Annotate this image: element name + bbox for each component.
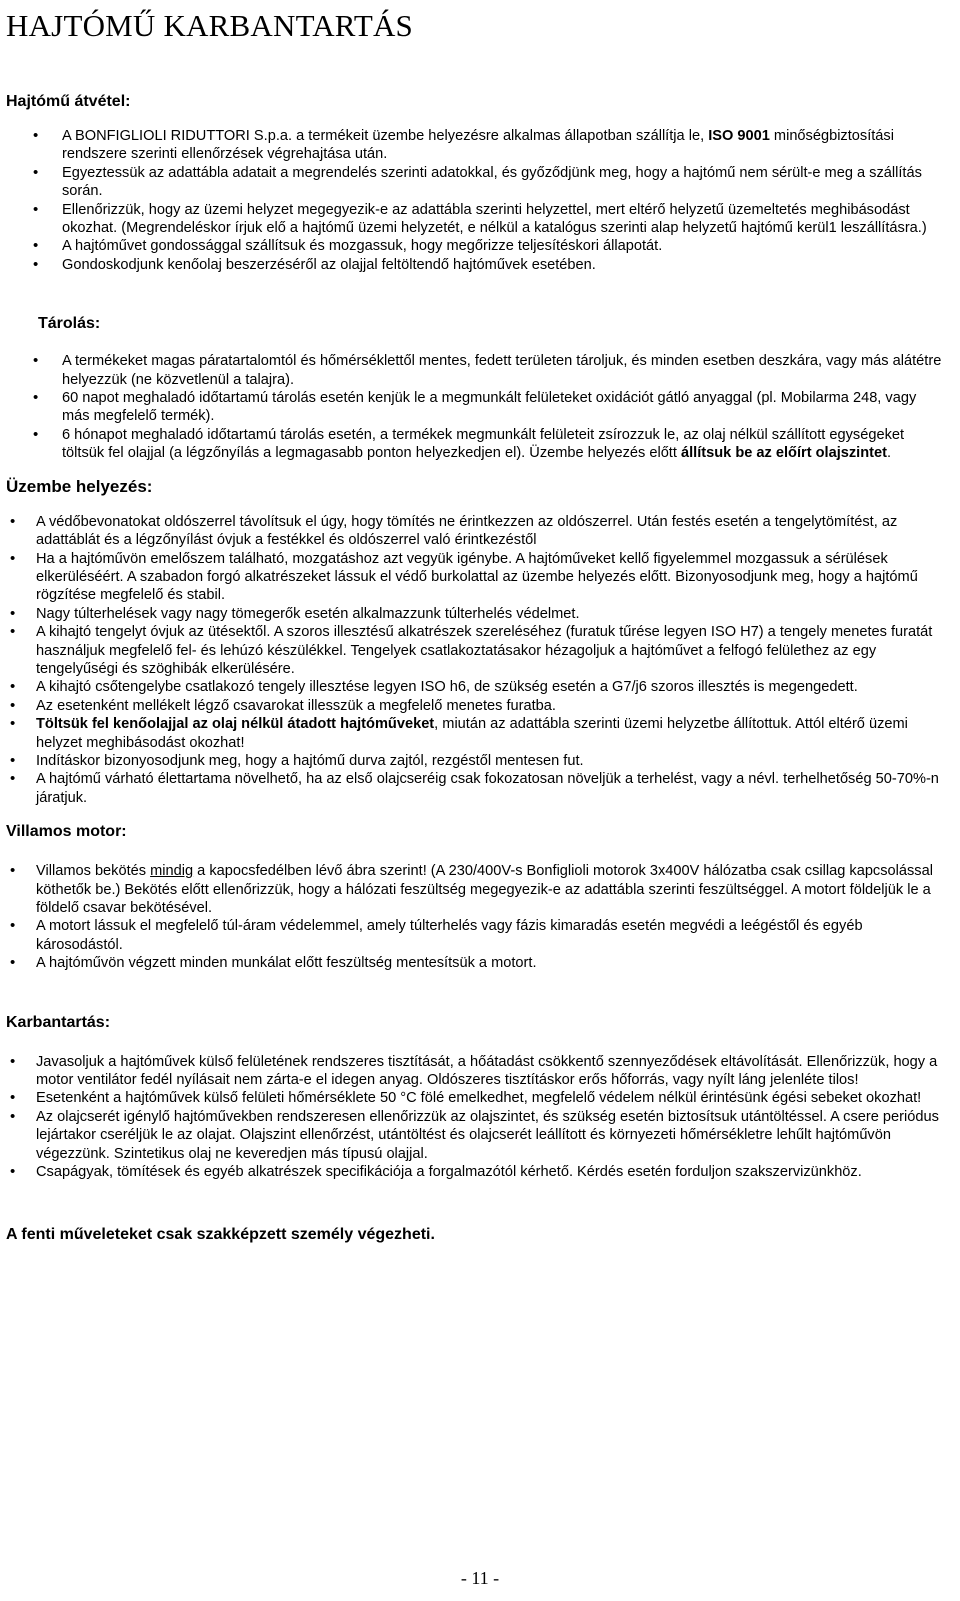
list-item: • Egyeztessük az adattábla adatait a megrendelés szerinti adatokkal, és győződjünk meg, hogy a hajtómű nem sérült-e meg a szállítás során. <box>6 164 944 201</box>
closing-note: A fenti műveleteket csak szakképzett személy végezheti. <box>6 1226 435 1244</box>
list-item: • 6 hónapot meghaladó időtartamú tárolás esetén, a termékek megmunkált felületeit zsírozzuk le, az olaj nélkül szállított egységeket töltsük fel olajjal (a légzőnyílás a legmagasabb ponton helyezkedjen el). Üzembe helyezés előtt állítsuk be az előírt olajszintet. <box>6 426 944 463</box>
list-item: • Esetenként a hajtóművek külső felületi hőmérséklete 50 °C fölé emelkedhet, megfelelő védelem nélkül érintésünk égési sebeket okozhat! <box>6 1089 944 1107</box>
list-item: • A kihajtó tengelyt óvjuk az ütésektől. A szoros illesztésű alkatrészek szereléséhez (furatuk tűrése legyen ISO H7) a tengely menetes furatát használjuk megfelelő fel- és lehúzó készülékkel. Tengelyek csatlakoztatásakor hézagoljuk a hajtóművet a felfogó felülethez az egy tengelyűségi és szöghibák elkerülésére. <box>6 623 944 678</box>
list-item: • Az esetenként mellékelt légző csavarokat illesszük a megfelelő menetes furatba. <box>6 697 944 715</box>
list-item: • A kihajtó csőtengelybe csatlakozó tengely illesztése legyen ISO h6, de szükség esetén a G7/j6 szoros illesztés is megengedett. <box>6 678 944 696</box>
list-item: • Töltsük fel kenőolajjal az olaj nélkül átadott hajtóműveket, miután az adattábla szerinti üzemi helyzetbe állítottuk. Attól eltérő üzemi helyzet meghibásodást okozhat! <box>6 715 944 752</box>
section-heading-storage: Tárolás: <box>38 315 101 333</box>
list-item: • Indításkor bizonyosodjunk meg, hogy a hajtómű durva zajtól, rezgéstől mentesen fut. <box>6 752 944 770</box>
section-heading-installation: Üzembe helyezés: <box>6 476 153 496</box>
list-item: • Az olajcserét igénylő hajtóművekben rendszeresen ellenőrizzük az olajszintet, és szükség esetén biztosítsuk utántöltéssel. A csere periódus lejártakor cseréljük le az olajat. Olajszint ellenőrzést, utántöltést és olajcserét leállított és környezeti hőmérsékletre lehűlt hajtóművön végezzünk. Szintetikus olaj ne keveredjen más típusú olajjal. <box>6 1108 944 1163</box>
electric-motor-list <box>6 862 944 972</box>
list-item: • A hajtóművet gondossággal szállítsuk és mozgassuk, hogy megőrizze teljesítéskori állapotát. <box>6 237 944 255</box>
list-item: • A hajtómű várható élettartama növelhető, ha az első olajcseréig csak fokozatosan növeljük a terhelést, vagy a névl. terhelhetőség 50-70%-n járatjuk. <box>6 770 944 807</box>
list-item: • Ha a hajtóművön emelőszem található, mozgatáshoz azt vegyük igénybe. A hajtóműveket kellő figyelemmel mozgassuk a sérülések elkerüléséért. A szabadon forgó alkatrészeket lássuk el védő burkolattal az üzembe helyezés előtt. Bizonyosodjunk meg, hogy a hajtómű rögzítése megfelelő és stabil. <box>6 550 944 605</box>
maintenance-list <box>6 1053 944 1182</box>
list-item: • A BONFIGLIOLI RIDUTTORI S.p.a. a termékeit üzembe helyezésre alkalmas állapotban szállítja le, ISO 9001 minőségbiztosítási rendszere szerinti ellenőrzések végrehajtása után. <box>6 127 944 164</box>
list-item: • A motort lássuk el megfelelő túl-áram védelemmel, amely túlterhelés vagy fázis kimaradás esetén megvédi a leégéstől és egyéb károsodástól. <box>6 917 944 954</box>
storage-list <box>6 352 944 462</box>
section-heading-maintenance: Karbantartás: <box>6 1013 111 1031</box>
list-item: • Gondoskodjunk kenőolaj beszerzéséről az olajjal feltöltendő hajtóművek esetében. <box>6 256 944 274</box>
page-number: - 11 - <box>460 1568 500 1588</box>
list-item: • Nagy túlterhelések vagy nagy tömegerők esetén alkalmazzunk túlterhelés védelmet. <box>6 605 944 623</box>
receipt-list <box>6 127 944 274</box>
list-item: • Ellenőrizzük, hogy az üzemi helyzet megegyezik-e az adattábla szerinti helyzettel, mert eltérő helyzetű üzemeltetés meghibásodást okozhat. (Megrendeléskor írjuk elő a hajtómű üzemi helyzetét, e nélkül a katalógus szerinti alap helyzetű hajtómű kerül1 leszállításra.) <box>6 201 944 238</box>
list-item: • Villamos bekötés mindig a kapocsfedélben lévő ábra szerint! (A 230/400V-s Bonfiglioli motorok 3x400V hálózatba csak csillag kapcsolással köthetők be.) Bekötés előtt ellenőrizzük, hogy a hálózati feszültség megegyezik-e az adattábla szerinti feszültséggel. A motort földeljük le a földelő csavar bekötésével. <box>6 862 944 917</box>
document-title: HAJTÓMŰ KARBANTARTÁS <box>6 8 413 43</box>
list-item: • 60 napot meghaladó időtartamú tárolás esetén kenjük le a megmunkált felületeket oxidációt gátló anyaggal (pl. Mobilarma 248, vagy más megfelelő termék). <box>6 389 944 426</box>
list-item: • A termékeket magas páratartalomtól és hőmérséklettől mentes, fedett területen tároljuk, és minden esetben deszkára, vagy más alátétre helyezzük (ne közvetlenül a talajra). <box>6 352 944 389</box>
list-item: • Javasoljuk a hajtóművek külső felületének rendszeres tisztítását, a hőátadást csökkentő szennyeződések eltávolítását. Ellenőrizzük, hogy a motor ventilátor fedél nyílásait nem zárta-e el idegen anyag. Oldószeres tisztításkor erős hőforrás, vagy nyílt láng jelenléte tilos! <box>6 1053 944 1090</box>
installation-list <box>6 513 944 808</box>
list-item: • A védőbevonatokat oldószerrel távolítsuk el úgy, hogy tömítés ne érintkezzen az oldószerrel. Után festés esetén a tengelytömítést, az adattáblát és a légzőnyílást óvjuk a festékkel és oldószerrel való érintkezéstől <box>6 513 944 550</box>
section-heading-electric-motor: Villamos motor: <box>6 823 127 841</box>
list-item: • A hajtóművön végzett minden munkálat előtt feszültség mentesítsük a motort. <box>6 954 944 972</box>
list-item: • Csapágyak, tömítések és egyéb alkatrészek specifikációja a forgalmazótól kérhető. Kérdés esetén forduljon szakszervizünkhöz. <box>6 1163 944 1181</box>
section-heading-receipt: Hajtómű átvétel: <box>6 93 131 110</box>
